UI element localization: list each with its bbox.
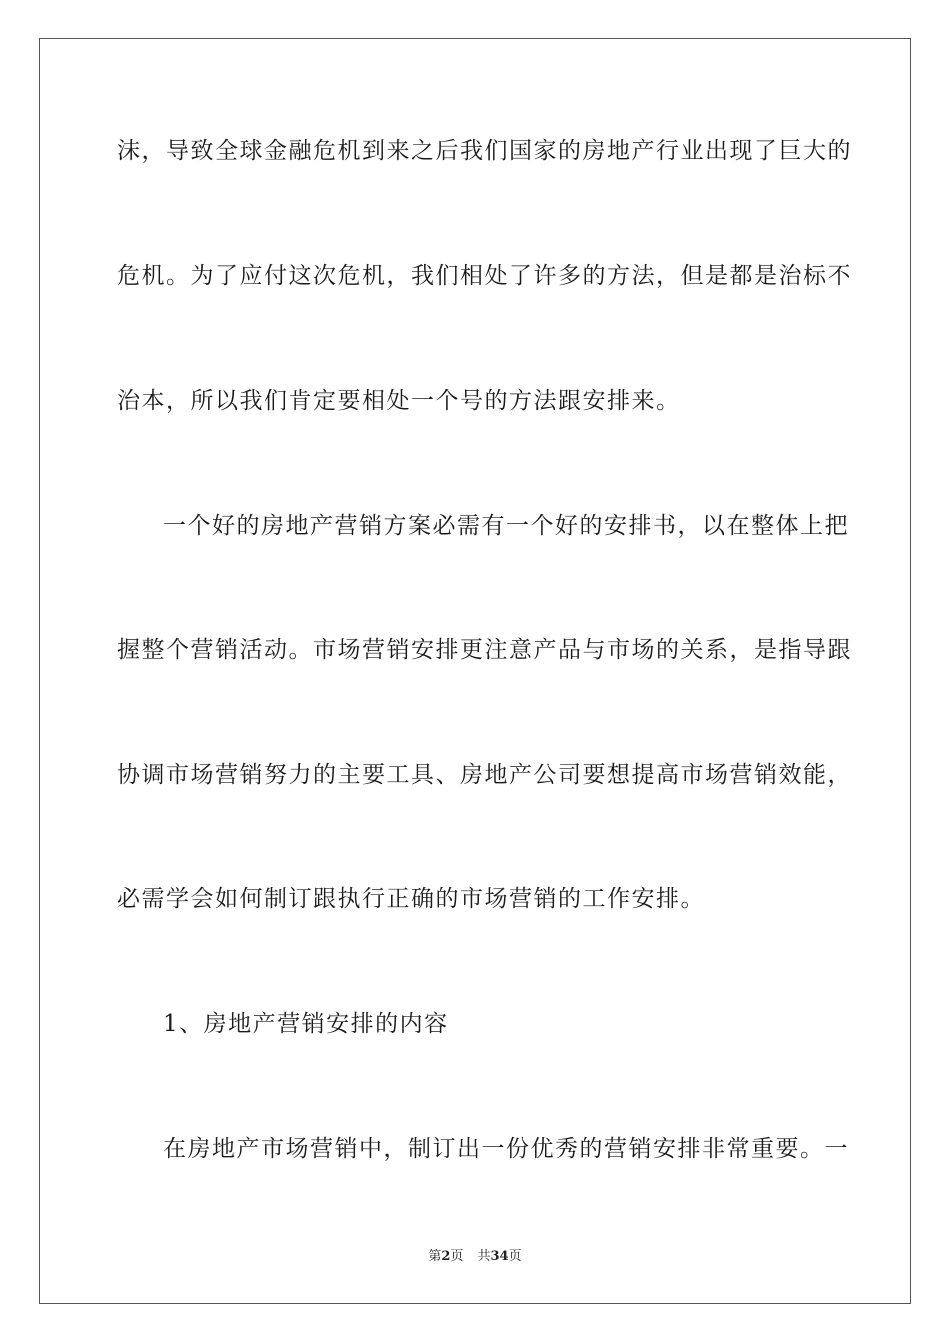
page-border — [39, 38, 911, 1304]
text-line-6: 协调市场营销努力的主要工具、房地产公司要想提高市场营销效能， — [117, 762, 852, 788]
text-line-9: 在房地产市场营销中，制订出一份优秀的营销安排非常重要。一 — [163, 1136, 849, 1162]
total-pages: 34 — [490, 1249, 509, 1264]
page-footer — [0, 1248, 950, 1266]
page-prefix: 第 — [428, 1249, 442, 1264]
total-prefix: 共 — [477, 1249, 491, 1264]
text-line-3: 治本，所以我们肯定要相处一个号的方法跟安排来。 — [117, 388, 681, 414]
text-line-5: 握整个营销活动。市场营销安排更注意产品与市场的关系，是指导跟 — [117, 637, 852, 663]
section-heading: 1、房地产营销安排的内容 — [163, 1011, 449, 1037]
page-suffix: 页 — [450, 1249, 464, 1264]
text-line-4: 一个好的房地产营销方案必需有一个好的安排书，以在整体上把 — [163, 513, 849, 539]
page-number: 2 — [441, 1249, 451, 1264]
text-line-2: 危机。为了应付这次危机，我们相处了许多的方法，但是都是治标不 — [117, 263, 852, 289]
text-line-1: 沫，导致全球金融危机到来之后我们国家的房地产行业出现了巨大的 — [117, 138, 852, 164]
text-line-7: 必需学会如何制订跟执行正确的市场营销的工作安排。 — [117, 886, 705, 912]
total-suffix: 页 — [508, 1249, 522, 1264]
